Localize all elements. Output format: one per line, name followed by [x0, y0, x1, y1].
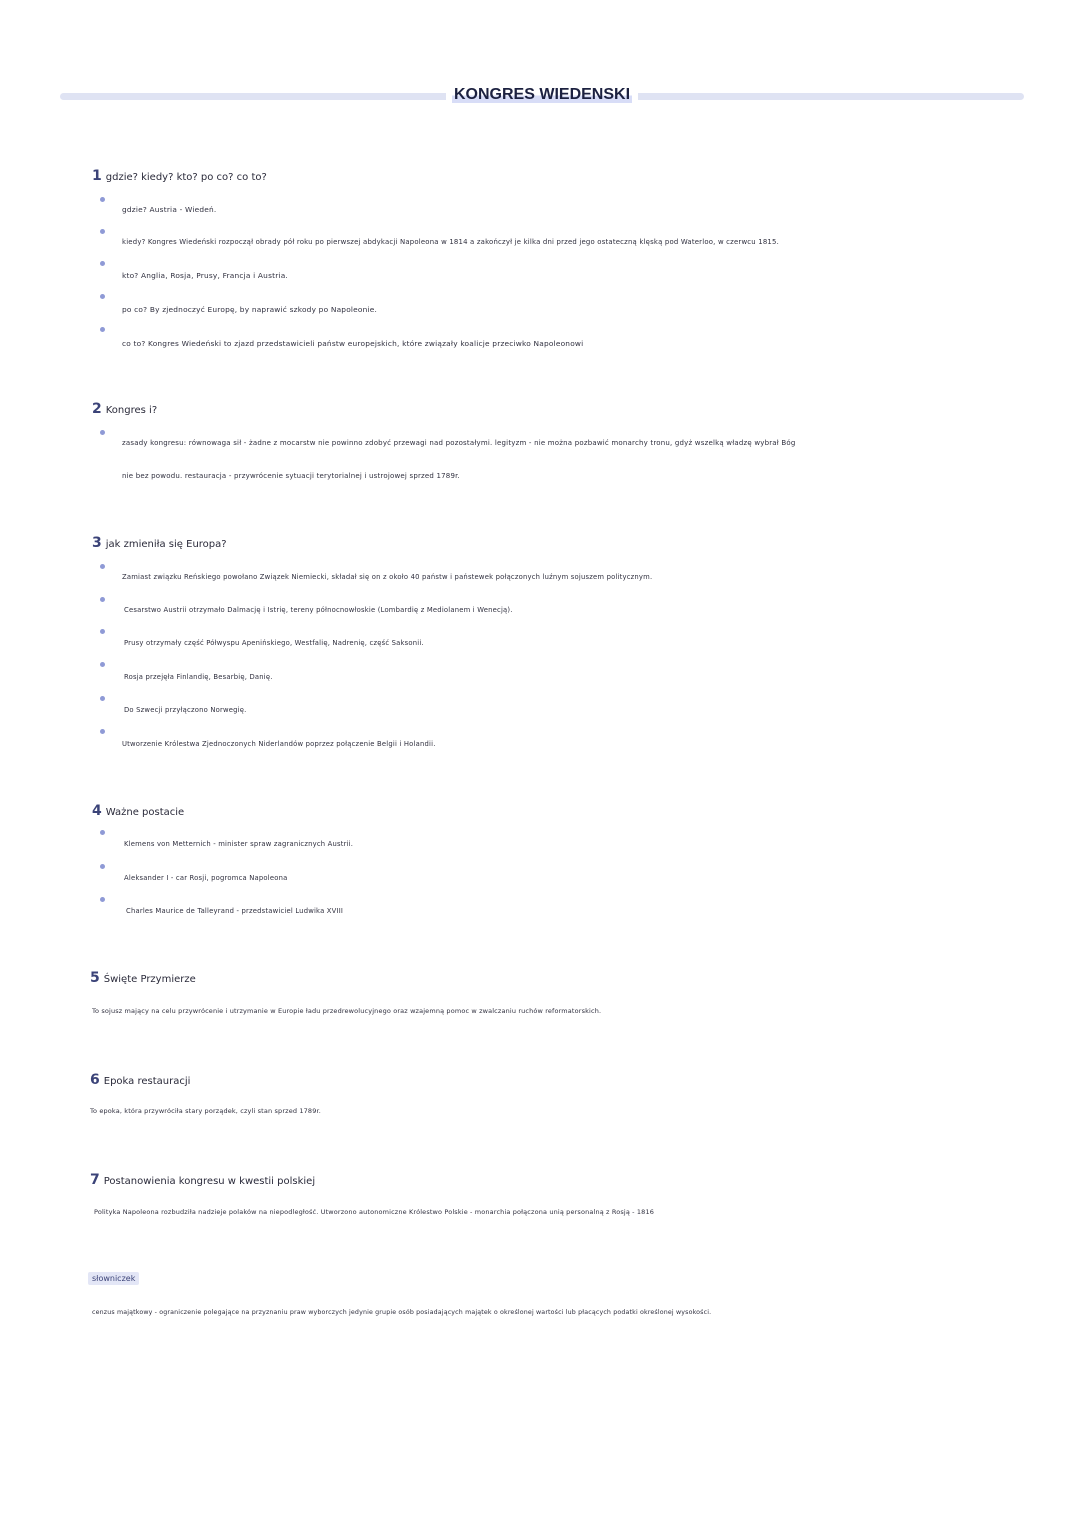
section-number: 1	[92, 168, 102, 184]
section-number: 5	[90, 970, 100, 986]
section-heading	[92, 535, 227, 551]
bullet-icon	[100, 430, 105, 435]
list-item: zasady kongresu: równowaga sił - żadne z mocarstw nie powinno zdobyć przewagi nad pozostałymi. legityzm - nie można pozbawić monarchy tronu, gdyż wszelką władzę wybrał Bóg	[122, 439, 796, 447]
section-heading-text: Epoka restauracji	[103, 1076, 191, 1087]
bullet-icon	[100, 864, 105, 869]
section-number: 6	[90, 1072, 100, 1088]
section-number: 3	[92, 535, 102, 551]
section-heading-text: Kongres i?	[105, 405, 158, 416]
section-heading	[90, 1072, 190, 1088]
list-item: Prusy otrzymały część Półwyspu Apenińskiego, Westfalię, Nadrenię, część Saksonii.	[124, 639, 424, 647]
list-item: Cesarstwo Austrii otrzymało Dalmację i Istrię, tereny północnowłoskie (Lombardię z Mediolanem i Wenecją).	[124, 606, 513, 614]
list-item-continuation: nie bez powodu. restauracja - przywrócenie sytuacji terytorialnej i ustrojowej sprzed 1789r.	[122, 472, 460, 480]
bullet-icon	[100, 629, 105, 634]
bullet-icon	[100, 897, 105, 902]
list-item: po co? By zjednoczyć Europę, by naprawić szkody po Napoleonie.	[122, 305, 378, 314]
section-heading	[92, 803, 184, 819]
section-number: 2	[92, 401, 102, 417]
section-paragraph: To epoka, która przywróciła stary porządek, czyli stan sprzed 1789r.	[90, 1107, 321, 1115]
bullet-icon	[100, 830, 105, 835]
list-item: kto? Anglia, Rosja, Prusy, Francja i Austria.	[122, 271, 288, 280]
list-item: Klemens von Metternich - minister spraw zagranicznych Austrii.	[124, 840, 354, 848]
list-item: Charles Maurice de Talleyrand - przedstawiciel Ludwika XVIII	[126, 907, 344, 915]
bullet-icon	[100, 696, 105, 701]
bullet-icon	[100, 229, 105, 234]
glossary-text: cenzus majątkowy - ograniczenie polegające na przyznaniu praw wyborczych jedynie grupie osób posiadających majątek o określonej wartości lub płacących podatki określonej wysokości.	[92, 1309, 712, 1316]
list-item: Zamiast związku Reńskiego powołano Związek Niemiecki, składał się on z około 40 państw i państewek połączonych luźnym sojuszem politycznym.	[122, 573, 653, 581]
bullet-icon	[100, 597, 105, 602]
list-item: Utworzenie Królestwa Zjednoczonych Niderlandów poprzez połączenie Belgii i Holandii.	[122, 740, 436, 748]
page-title-text: KONGRES WIEDENSKI	[454, 86, 631, 103]
section-paragraph: To sojusz mający na celu przywrócenie i utrzymanie w Europie ładu przedrewolucyjnego oraz wzajemną pomoc w zwalczaniu ruchów reformatorskich.	[92, 1007, 602, 1015]
list-item: Aleksander I - car Rosji, pogromca Napoleona	[124, 874, 288, 882]
section-heading-text: Święte Przymierze	[103, 974, 196, 985]
bullet-icon	[100, 197, 105, 202]
list-item: co to? Kongres Wiedeński to zjazd przedstawicieli państw europejskich, które związały koalicje przeciwko Napoleonowi	[122, 339, 584, 348]
section-heading-text: Ważne postacie	[105, 807, 185, 818]
glossary-badge: słowniczek	[88, 1272, 139, 1285]
section-heading-text: gdzie? kiedy? kto? po co? co to?	[105, 172, 267, 183]
bullet-icon	[100, 261, 105, 266]
bullet-icon	[100, 729, 105, 734]
bullet-icon	[100, 294, 105, 299]
section-number: 4	[92, 803, 102, 819]
bullet-icon	[100, 327, 105, 332]
section-heading	[90, 970, 196, 986]
list-item: kiedy? Kongres Wiedeński rozpoczął obrady pół roku po pierwszej abdykacji Napoleona w 1814 a zakończył je kilka dni przed jego ostateczną klęską pod Waterloo, w czerwcu 1815.	[122, 238, 779, 246]
bullet-icon	[100, 662, 105, 667]
list-item: Do Szwecji przyłączono Norwegię.	[124, 706, 247, 714]
section-heading	[90, 1172, 315, 1188]
section-number: 7	[90, 1172, 100, 1188]
section-heading-text: Postanowienia kongresu w kwestii polskiej	[103, 1176, 316, 1187]
list-item: Rosja przejęła Finlandię, Besarbię, Danię.	[124, 673, 273, 681]
section-heading	[92, 168, 267, 184]
page-title	[446, 84, 638, 106]
section-heading	[92, 401, 157, 417]
section-paragraph: Polityka Napoleona rozbudziła nadzieje polaków na niepodległość. Utworzono autonomiczne Królestwo Polskie - monarchia połączona unią personalną z Rosją - 1816	[94, 1208, 655, 1216]
list-item: gdzie? Austria - Wiedeń.	[122, 205, 217, 214]
section-heading-text: jak zmieniła się Europa?	[105, 539, 227, 550]
bullet-icon	[100, 564, 105, 569]
